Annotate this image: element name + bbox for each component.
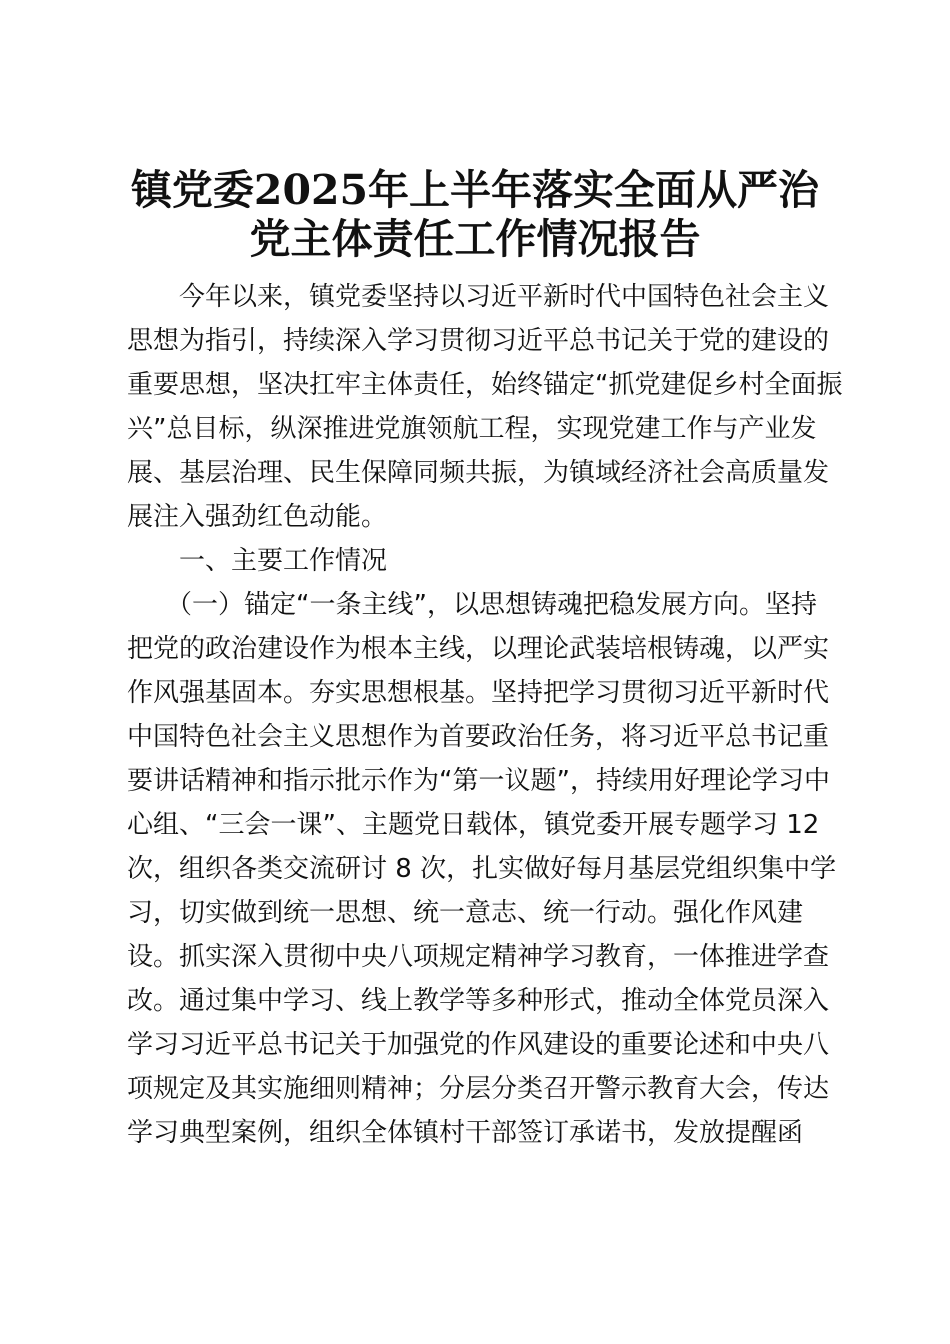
body-line: 兴”总目标，纵深推进党旗领航工程，实现党建工作与产业发 [127, 414, 817, 444]
body-line: 学习习近平总书记关于加强党的作风建设的重要论述和中央八 [127, 1030, 830, 1060]
body-line: 要讲话精神和指示批示作为“第一议题”，持续用好理论学习中 [127, 766, 830, 796]
body-line: 思想为指引，持续深入学习贯彻习近平总书记关于党的建设的 [127, 326, 830, 356]
body-line: 展、基层治理、民生保障同频共振，为镇域经济社会高质量发 [127, 458, 830, 488]
body-line: 次，组织各类交流研讨 8 次，扎实做好每月基层党组织集中学 [127, 854, 837, 884]
body-line: 把党的政治建设作为根本主线，以理论武装培根铸魂，以严实 [127, 634, 830, 664]
body-line: 设。抓实深入贯彻中央八项规定精神学习教育，一体推进学查 [127, 942, 830, 972]
body-line: 改。通过集中学习、线上教学等多种形式，推动全体党员深入 [127, 986, 830, 1016]
body-line: 展注入强劲红色动能。 [127, 502, 388, 532]
document-body [127, 275, 843, 1155]
section-heading: 一、主要工作情况 [127, 546, 388, 576]
body-line: 中国特色社会主义思想作为首要政治任务，将习近平总书记重 [127, 722, 830, 752]
document-title-line-2: 党主体责任工作情况报告 [249, 215, 701, 263]
body-line: （一）锚定“一条主线”，以思想铸魂把稳发展方向。坚持 [127, 590, 817, 620]
body-line: 心组、“三会一课”、主题党日载体，镇党委开展专题学习 12 [127, 810, 820, 840]
body-line: 习，切实做到统一思想、统一意志、统一行动。强化作风建 [127, 898, 804, 928]
body-line: 作风强基固本。夯实思想根基。坚持把学习贯彻习近平新时代 [127, 678, 830, 708]
document-title-line-1: 镇党委2025年上半年落实全面从严治 [130, 166, 820, 214]
body-line: 学习典型案例，组织全体镇村干部签订承诺书，发放提醒函 [127, 1118, 804, 1148]
body-line: 项规定及其实施细则精神；分层分类召开警示教育大会，传达 [127, 1074, 830, 1104]
body-line: 重要思想，坚决扛牢主体责任，始终锚定“抓党建促乡村全面振 [127, 370, 843, 400]
body-line: 今年以来，镇党委坚持以习近平新时代中国特色社会主义 [127, 282, 830, 312]
